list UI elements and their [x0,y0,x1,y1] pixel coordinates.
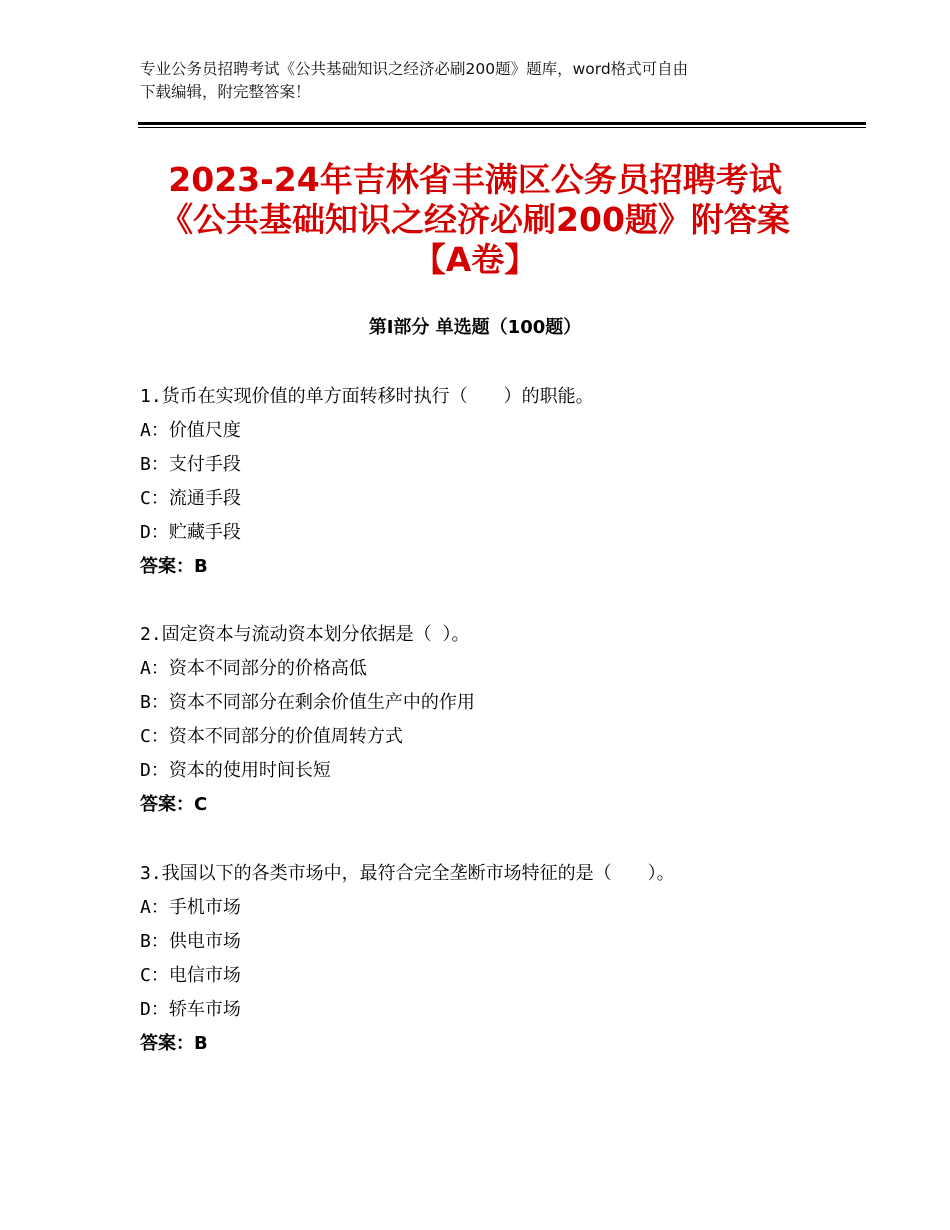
title-line-1: 2023-24年吉林省丰满区公务员招聘考试 [168,160,782,199]
option-c: C：资本不同部分的价值周转方式 [140,726,403,747]
document-title [120,160,830,280]
option-a: A：价值尺度 [140,420,241,441]
option-d: D：贮藏手段 [140,522,241,543]
question-2 [140,618,840,822]
option-b: B：供电市场 [140,931,241,952]
option-d: D：资本的使用时间长短 [140,760,331,781]
header-note [140,58,830,104]
option-b: B：支付手段 [140,454,241,475]
question-stem: 1.货币在实现价值的单方面转移时执行（ ）的职能。 [140,386,594,407]
question-stem: 3.我国以下的各类市场中，最符合完全垄断市场特征的是（ ）。 [140,863,675,884]
title-line-2: 《公共基础知识之经济必刷200题》附答案 [160,200,790,239]
option-c: C：电信市场 [140,965,241,986]
option-c: C：流通手段 [140,488,241,509]
answer: 答案：B [140,556,208,577]
option-b: B：资本不同部分在剩余价值生产中的作用 [140,692,475,713]
option-d: D：轿车市场 [140,999,241,1020]
header-divider-thick [138,122,866,125]
header-note-line-2: 下载编辑，附完整答案！ [140,83,311,101]
header-note-line-1: 专业公务员招聘考试《公共基础知识之经济必刷200题》题库，word格式可自由 [140,60,689,78]
question-stem: 2.固定资本与流动资本划分依据是（ ）。 [140,624,470,645]
question-1 [140,380,840,584]
header-divider-thin [138,127,866,128]
answer: 答案：B [140,1033,208,1054]
title-line-3: 【A卷】 [412,240,538,279]
option-a: A：资本不同部分的价格高低 [140,658,367,679]
answer: 答案：C [140,794,208,815]
option-a: A：手机市场 [140,897,241,918]
section-heading: 第Ⅰ部分 单选题（100题） [368,317,582,338]
question-3 [140,857,840,1061]
